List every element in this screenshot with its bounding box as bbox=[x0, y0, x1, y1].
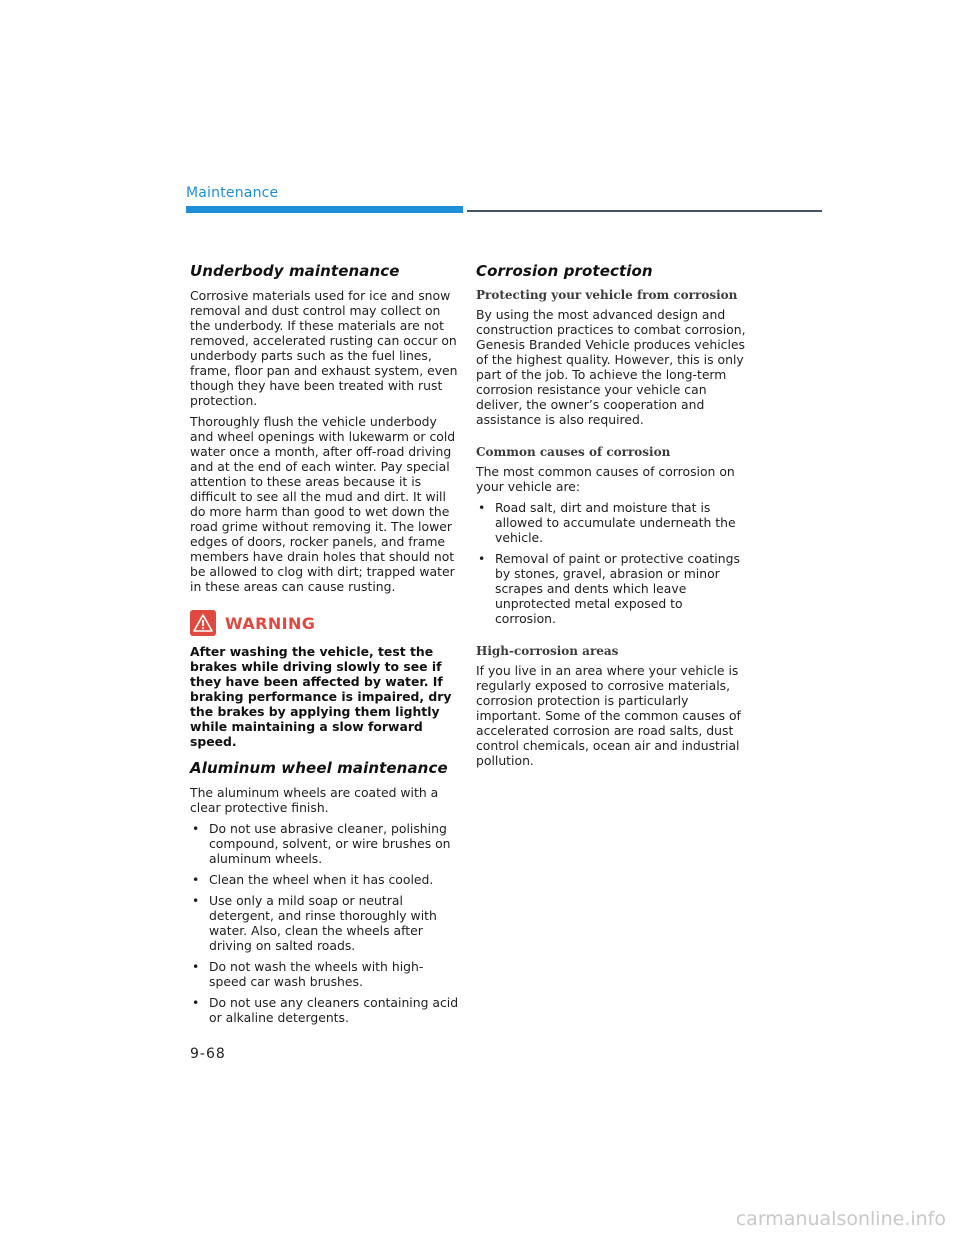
left-column bbox=[190, 262, 460, 1031]
list-item-text: Clean the wheel when it has cooled. bbox=[209, 872, 434, 887]
protecting-vehicle-text: By using the most advanced design and construction practices to combat corrosion, Genesis Branded Vehicle produces vehicles of the highest quality. However, this is only part of the job. To achieve the long-term corrosion resistance your vehicle can deliver, the owner’s cooperation and assistance is also required. bbox=[476, 307, 746, 427]
header-accent-rule bbox=[186, 206, 463, 213]
bullet-icon: • bbox=[478, 500, 486, 515]
bullet-icon: • bbox=[192, 959, 200, 974]
bullet-icon: • bbox=[478, 551, 486, 566]
list-item bbox=[476, 551, 746, 626]
header-divider-rule bbox=[467, 210, 822, 212]
warning-triangle-icon bbox=[190, 610, 216, 636]
page-number: 9-68 bbox=[190, 1046, 226, 1062]
common-causes-bullet-list bbox=[476, 500, 746, 626]
list-item-text: Do not use any cleaners containing acid or alkaline detergents. bbox=[209, 995, 459, 1025]
right-column bbox=[476, 262, 746, 774]
list-item bbox=[190, 995, 460, 1025]
list-item-text: Road salt, dirt and moisture that is allowed to accumulate underneath the vehicle. bbox=[495, 500, 736, 545]
underbody-paragraph-2: Thoroughly flush the vehicle underbody and wheel openings with lukewarm or cold water once a month, after off-road driving and at the end of each winter. Pay special attention to these areas because it is difficult to see all the mud and dirt. It will do more harm than good to wet down the road grime without removing it. The lower edges of doors, rocker panels, and frame members have drain holes that should not be allowed to clog with dirt; trapped water in these areas can cause rusting. bbox=[190, 414, 456, 594]
common-causes-intro: The most common causes of corrosion on your vehicle are: bbox=[476, 464, 735, 494]
high-corrosion-subheading: High-corrosion areas bbox=[476, 644, 619, 658]
underbody-paragraph-1: Corrosive materials used for ice and snow removal and dust control may collect on the underbody. If these materials are not removed, accelerated rusting can occur on underbody parts such as the fuel lines, frame, floor pan and exhaust system, even though they have been treated with rust protection. bbox=[190, 288, 458, 408]
list-item bbox=[190, 893, 460, 953]
underbody-maintenance-heading: Underbody maintenance bbox=[190, 262, 400, 280]
bullet-icon: • bbox=[192, 872, 200, 887]
warning-title: WARNING bbox=[225, 613, 316, 633]
bullet-icon: • bbox=[192, 995, 200, 1010]
list-item bbox=[190, 959, 460, 989]
warning-header bbox=[190, 610, 460, 636]
list-item bbox=[476, 500, 746, 545]
list-item bbox=[190, 872, 460, 887]
list-item bbox=[190, 821, 460, 866]
list-item-text: Do not use abrasive cleaner, polishing compound, solvent, or wire brushes on aluminum wheels. bbox=[209, 821, 451, 866]
list-item-text: Removal of paint or protective coatings by stones, gravel, abrasion or minor scrapes and dents which leave unprotected metal exposed to corrosion. bbox=[495, 551, 740, 626]
protecting-vehicle-subheading: Protecting your vehicle from corrosion bbox=[476, 288, 738, 302]
high-corrosion-text: If you live in an area where your vehicle is regularly exposed to corrosive materials, corrosion protection is particularly important. Some of the common causes of accelerated corrosion are road salts, dust control chemicals, ocean air and industrial pollution. bbox=[476, 663, 741, 768]
bullet-icon: • bbox=[192, 893, 200, 908]
warning-box bbox=[190, 610, 460, 749]
aluminum-bullet-list bbox=[190, 821, 460, 1025]
common-causes-subheading: Common causes of corrosion bbox=[476, 445, 671, 459]
warning-text: After washing the vehicle, test the brakes while driving slowly to see if they have been affected by water. If braking performance is impaired, dry the brakes by applying them lightly while maintaining a slow forward speed. bbox=[190, 644, 452, 749]
watermark-text: carmanualsonline.info bbox=[735, 1208, 946, 1230]
bullet-icon: • bbox=[192, 821, 200, 836]
list-item-text: Do not wash the wheels with high-speed car wash brushes. bbox=[209, 959, 424, 989]
corrosion-protection-heading: Corrosion protection bbox=[476, 262, 653, 280]
list-item-text: Use only a mild soap or neutral detergent, and rinse thoroughly with water. Also, clean the wheels after driving on salted roads. bbox=[209, 893, 437, 953]
aluminum-wheel-heading: Aluminum wheel maintenance bbox=[190, 759, 448, 777]
section-header-label: Maintenance bbox=[186, 185, 279, 201]
aluminum-intro: The aluminum wheels are coated with a clear protective finish. bbox=[190, 785, 439, 815]
